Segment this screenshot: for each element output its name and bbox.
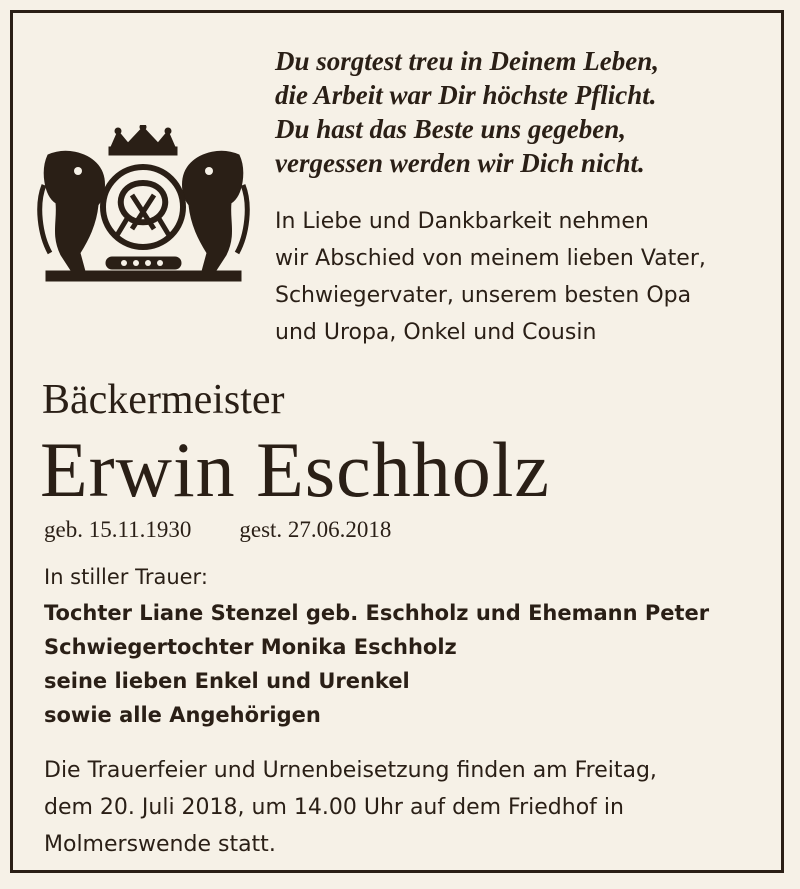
mourner-line: seine lieben Enkel und Urenkel — [44, 669, 410, 693]
mourner-line: Tochter Liane Stenzel geb. Eschholz und Ehemann Peter — [44, 601, 710, 625]
intro-line: wir Abschied von meinem lieben Vater, — [275, 246, 706, 271]
funeral-service-info — [44, 752, 764, 863]
service-line: Molmerswende statt. — [44, 832, 276, 857]
poem-line: Du hast das Beste uns gegeben, — [275, 114, 627, 144]
mourners-list — [44, 596, 709, 732]
intro-line: Schwiegervater, unserem besten Opa — [275, 283, 692, 308]
service-line: Die Trauerfeier und Urnenbeisetzung finden am Freitag, — [44, 758, 657, 783]
deceased-name: Erwin Eschholz — [40, 426, 551, 513]
mourner-line: Schwiegertochter Monika Eschholz — [44, 635, 457, 659]
intro-line: und Uropa, Onkel und Cousin — [275, 320, 597, 345]
birth-date: geb. 15.11.1930 — [44, 517, 192, 542]
baker-guild-emblem-icon — [36, 125, 251, 285]
deceased-title: Bäckermeister — [42, 377, 285, 423]
mourner-line: sowie alle Angehörigen — [44, 703, 321, 727]
service-line: dem 20. Juli 2018, um 14.00 Uhr auf dem Friedhof in — [44, 795, 624, 820]
poem-line: Du sorgtest treu in Deinem Leben, — [275, 46, 660, 76]
poem-line: vergessen werden wir Dich nicht. — [275, 148, 645, 178]
intro-line: In Liebe und Dankbarkeit nehmen — [275, 209, 649, 234]
mourners-label: In stiller Trauer: — [44, 565, 208, 589]
intro-text — [275, 203, 775, 351]
memorial-poem — [275, 44, 765, 180]
poem-line: die Arbeit war Dir höchste Pflicht. — [275, 80, 657, 110]
life-dates — [44, 514, 391, 546]
death-date: gest. 27.06.2018 — [239, 517, 392, 542]
